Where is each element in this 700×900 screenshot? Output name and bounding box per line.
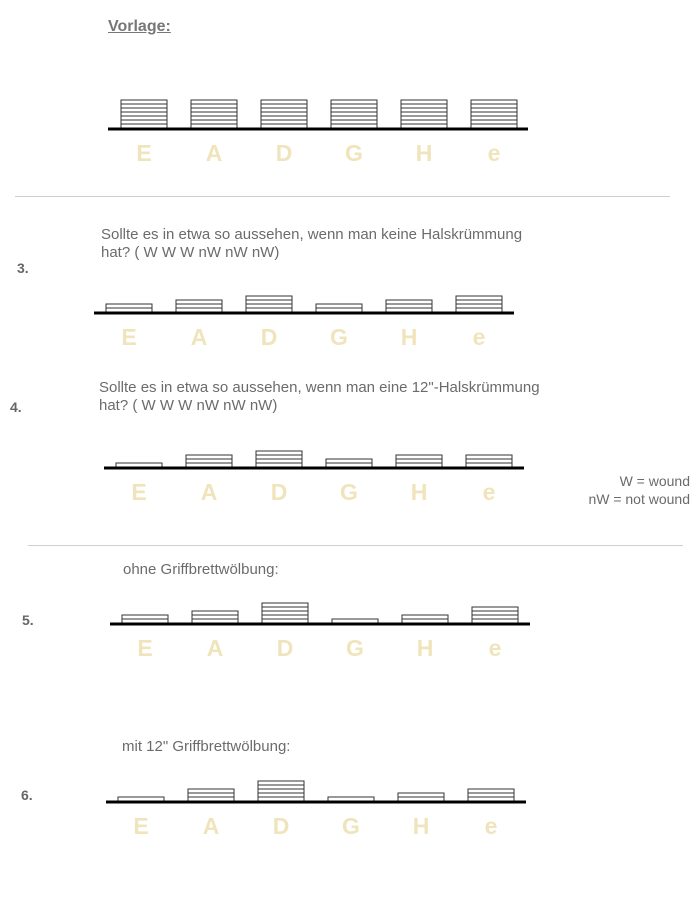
string-label: e <box>482 479 496 505</box>
diagram-4 <box>110 603 530 661</box>
string-stack-e <box>466 455 512 467</box>
string-stack-H <box>396 455 442 467</box>
string-stack-H <box>386 300 432 312</box>
string-stack-D <box>261 100 307 128</box>
string-label: D <box>276 635 294 661</box>
string-stack-G <box>331 100 377 128</box>
diagram-5 <box>106 781 526 839</box>
section-number-6: 6. <box>21 787 33 803</box>
string-stack-e <box>468 789 514 801</box>
string-label: G <box>330 324 348 350</box>
string-stack-A <box>186 455 232 467</box>
string-stack-E <box>118 797 164 801</box>
string-stack-A <box>176 300 222 312</box>
page-title: Vorlage: <box>108 18 171 35</box>
string-stack-H <box>401 100 447 128</box>
string-stack-D <box>262 603 308 623</box>
section-number-3: 3. <box>17 260 29 276</box>
string-stack-G <box>332 619 378 623</box>
string-stack-G <box>316 304 362 312</box>
string-stack-D <box>256 451 302 467</box>
string-label: A <box>205 140 223 166</box>
string-stack-E <box>121 100 167 128</box>
diagram-1 <box>108 100 528 166</box>
diagram-2 <box>94 296 514 350</box>
string-label: E <box>131 479 147 505</box>
string-label: G <box>342 813 360 839</box>
string-stack-e <box>472 607 518 623</box>
string-label: H <box>415 140 433 166</box>
string-stack-D <box>258 781 304 801</box>
question-4-line1: Sollte es in etwa so aussehen, wenn man eine 12"-Halskrümmung <box>99 379 540 396</box>
string-label: D <box>272 813 290 839</box>
string-stack-H <box>402 615 448 623</box>
string-stack-H <box>398 793 444 801</box>
string-stack-A <box>191 100 237 128</box>
string-stack-G <box>328 797 374 801</box>
string-stack-e <box>471 100 517 128</box>
string-label: e <box>484 813 498 839</box>
diagram-3 <box>104 451 524 505</box>
legend-wound: W = wound <box>619 473 690 489</box>
string-label: D <box>260 324 278 350</box>
string-label: E <box>121 324 137 350</box>
section-number-5: 5. <box>22 612 34 628</box>
section-number-4: 4. <box>10 399 22 415</box>
string-label: H <box>400 324 418 350</box>
string-stack-D <box>246 296 292 312</box>
string-label: H <box>412 813 430 839</box>
string-label: e <box>472 324 486 350</box>
string-stack-E <box>106 304 152 312</box>
string-label: D <box>275 140 293 166</box>
string-label: A <box>200 479 218 505</box>
string-label: G <box>345 140 363 166</box>
string-label: H <box>416 635 434 661</box>
string-label: A <box>206 635 224 661</box>
string-label: G <box>340 479 358 505</box>
legend-not-wound: nW = not wound <box>588 491 690 507</box>
string-label: e <box>488 635 502 661</box>
question-4-line2: hat? ( W W W nW nW nW) <box>99 397 278 414</box>
string-label: E <box>133 813 149 839</box>
string-stack-A <box>188 789 234 801</box>
string-stack-G <box>326 459 372 467</box>
string-stack-e <box>456 296 502 312</box>
caption-5: ohne Griffbrettwölbung: <box>123 561 279 578</box>
string-stack-A <box>192 611 238 623</box>
string-stack-E <box>116 463 162 467</box>
caption-6: mit 12" Griffbrettwölbung: <box>122 738 291 755</box>
string-label: E <box>137 635 153 661</box>
string-label: e <box>487 140 501 166</box>
string-label: G <box>346 635 364 661</box>
string-label: E <box>136 140 152 166</box>
question-3-line1: Sollte es in etwa so aussehen, wenn man keine Halskrümmung <box>101 226 523 243</box>
question-3-line2: hat? ( W W W nW nW nW) <box>101 244 280 261</box>
string-label: A <box>190 324 208 350</box>
string-stack-E <box>122 615 168 623</box>
string-label: D <box>270 479 288 505</box>
string-label: A <box>202 813 220 839</box>
string-label: H <box>410 479 428 505</box>
